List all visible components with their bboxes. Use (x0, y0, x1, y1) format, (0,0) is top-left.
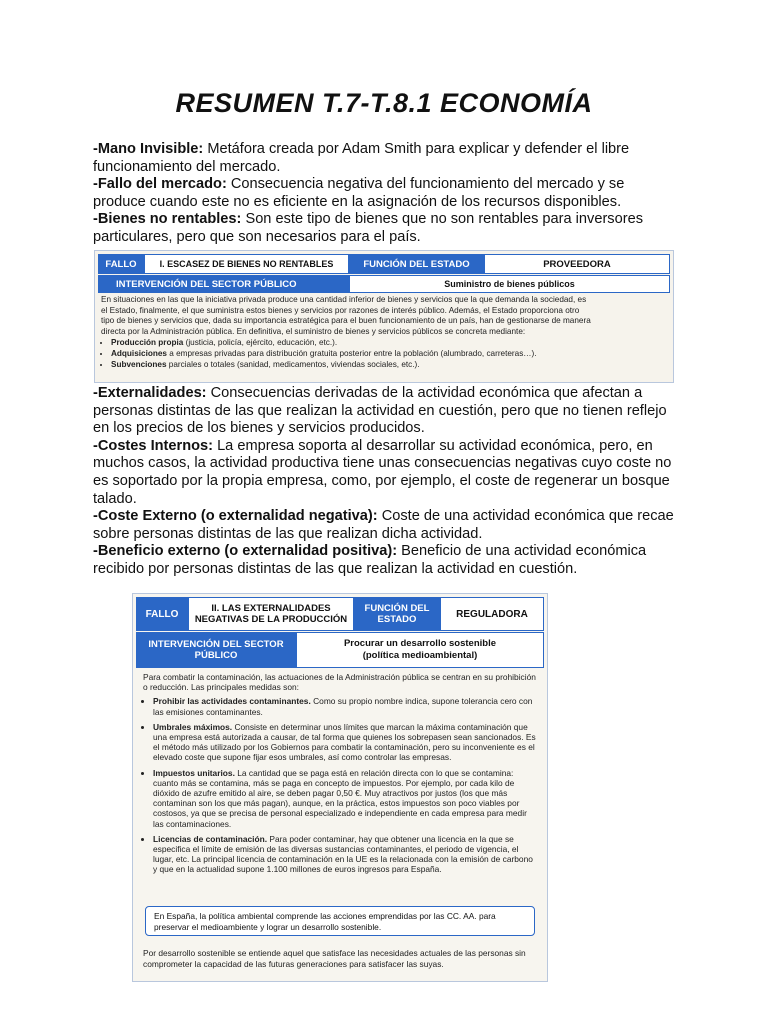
funcion-value: REGULADORA (440, 597, 544, 631)
list-item-term: Prohibir las actividades contaminantes. (153, 696, 311, 707)
scan-image-externalidades (132, 593, 548, 982)
list-item-text: La cantidad que se paga está en relación directa con lo que se contamina: cuanto más se contamina, más se paga en concepto de impuestos. Por ejemplo, por cada kilo de dióxido de azufre emitido al aire, se deben pagar 0,50 €. Muy atractivos por justos (los que más contaminan son los que más pagan), aunque, en la práctica, estos impuestos son poco viables por costosos, ya que se precisa de personal especializado e independiente en cada empresa para medir las contaminaciones. (153, 767, 527, 829)
list-item-text: Para poder contaminar, hay que obtener una licencia en la que se especifica el límite de emisión de las diversas sustancias contaminantes, el periodo de vigencia, el lugar, etc. La principal licencia de contaminación en la UE es la relacionada con la emisión de carbono y que en la actualidad supone 1.100 millones de euros ingresos para España. (153, 833, 533, 875)
list-item (153, 696, 537, 716)
definition (93, 543, 681, 578)
fallo-title: II. LAS EXTERNALIDADES NEGATIVAS DE LA PRODUCCIÓN (188, 597, 354, 631)
definition-text: Beneficio de una actividad económica recibido por personas distintas de las que realizan la actividad en cuestión. (93, 543, 647, 577)
definition-text: La empresa soporta al desarrollar su actividad económica, pero, en muchos casos, la actividad productiva tiene unas consecuencias negativas cuyo coste no es soportado por la propia empresa, como, por ejemplo, el coste de regenerar un bosque talado. (93, 437, 672, 507)
list-item (153, 834, 537, 875)
scan1-list (101, 338, 593, 370)
fallo-label: FALLO (98, 254, 144, 274)
list-item (111, 360, 593, 371)
definition (93, 508, 681, 543)
definition-term: -Mano Invisible: (93, 141, 204, 157)
scan1-paragraph: En situaciones en las que la iniciativa privada produce una cantidad inferior de bienes y servicios que la que demanda la sociedad, es el Estado, finalmente, el que suministra estos bienes y servicios por razones de interés público. Además, el Estado proporciona otro tipo de bienes y servicios que, dada su importancia estratégica para el buen funcionamiento de un país, han de gestionarse de manera directa por la Administración pública. En definitiva, el suministro de bienes y servicios públicos se concreta mediante: (101, 295, 591, 336)
definition-text: Coste de una actividad económica que recae sobre personas distintas de las que realizan dicha actividad. (93, 508, 674, 542)
definition-text: Consecuencias derivadas de la actividad económica que afectan a personas distintas de las que realizan la actividad en cuestión, pero que no tienen reflejo en los precios de los bienes y servicios producidos. (93, 385, 667, 437)
definition-text: Metáfora creada por Adam Smith para explicar y defender el libre funcionamiento del mercado. (93, 141, 630, 175)
scan2-list (143, 696, 537, 874)
definition (93, 385, 681, 438)
intervencion-label: INTERVENCIÓN DEL SECTOR PÚBLICO (98, 275, 349, 293)
definition-text: Consecuencia negativa del funcionamiento del mercado y se produce cuando este no es eficiente en la asignación de los recursos disponibles. (93, 176, 625, 210)
list-item-text: (justicia, policía, ejército, educación, etc.). (183, 338, 338, 348)
list-item-text: Consiste en determinar unos límites que marcan la máxima contaminación que una empresa está autorizada a causar, de tal forma que quienes los sobrepasen sean sancionados. Es el método más utilizado por los Gobiernos para combatir la contaminación, pero su inconveniente es el elevado coste que supone fijar esos umbrales, así como controlar las empresas. (153, 721, 536, 763)
list-item (111, 349, 593, 360)
list-item-term: Licencias de contaminación. (153, 833, 268, 844)
definition (93, 211, 681, 246)
intervencion-label: INTERVENCIÓN DEL SECTOR PÚBLICO (136, 632, 296, 668)
definition-term: -Coste Externo (o externalidad negativa): (93, 508, 378, 525)
definition (93, 141, 681, 176)
fallo-label: FALLO (136, 597, 188, 631)
definition (93, 438, 681, 508)
definition-term: -Fallo del mercado: (93, 176, 227, 193)
definition-term: -Bienes no rentables: (93, 211, 242, 228)
scan2-intro: Para combatir la contaminación, las actuaciones de la Administración pública se centran en su prohibición o reducción. Las principales medidas son: (143, 672, 536, 693)
definition-text: Son este tipo de bienes que no son rentables para inversores particulares, pero que son necesarios para el país. (93, 211, 643, 245)
definition (93, 176, 681, 211)
list-item-text: Como su propio nombre indica, supone tolerancia cero con las emisiones contaminantes. (153, 696, 533, 717)
definitions-block-1 (93, 141, 681, 247)
funcion-label: FUNCIÓN DEL ESTADO (349, 254, 484, 274)
info-box: En España, la política ambiental comprende las acciones emprendidas por las CC. AA. para preservar el medioambiente y lograr un desarrollo sostenible. (145, 906, 535, 936)
intervencion-value: Procurar un desarrollo sostenible (política medioambiental) (296, 632, 544, 668)
list-item-text: a empresas privadas para distribución gratuita posterior entre la población (alumbrado, carreteras…). (166, 348, 537, 358)
scan-image-bienes-no-rentables (94, 250, 674, 383)
list-item-term: Subvenciones (111, 359, 167, 369)
list-item-term: Umbrales máximos. (153, 721, 233, 732)
definitions-block-2 (93, 385, 681, 579)
list-item (153, 722, 537, 763)
intervencion-value: Suministro de bienes públicos (349, 275, 670, 293)
definition-term: -Costes Internos: (93, 437, 214, 454)
funcion-value: PROVEEDORA (484, 254, 670, 274)
list-item-term: Producción propia (111, 338, 184, 348)
page-title: RESUMEN T.7-T.8.1 ECONOMÍA (175, 88, 593, 118)
list-item (111, 338, 593, 349)
fallo-title: I. ESCASEZ DE BIENES NO RENTABLES (144, 254, 349, 274)
list-item-term: Adquisiciones (111, 348, 167, 358)
list-item-text: parciales o totales (sanidad, medicamentos, viviendas sociales, etc.). (166, 359, 420, 369)
scan1-body (101, 295, 593, 370)
scan2-footer: Por desarrollo sostenible se entiende aquel que satisface las necesidades actuales de las personas sin comprometer la capacidad de las futuras generaciones para satisfacer las suyas. (143, 948, 526, 969)
definition-term: -Externalidades: (93, 385, 207, 401)
list-item-term: Impuestos unitarios. (153, 767, 235, 778)
list-item (153, 768, 537, 829)
funcion-label: FUNCIÓN DEL ESTADO (354, 597, 440, 631)
definition-term: -Beneficio externo (o externalidad positiva): (93, 543, 398, 560)
scan2-body (143, 672, 537, 880)
